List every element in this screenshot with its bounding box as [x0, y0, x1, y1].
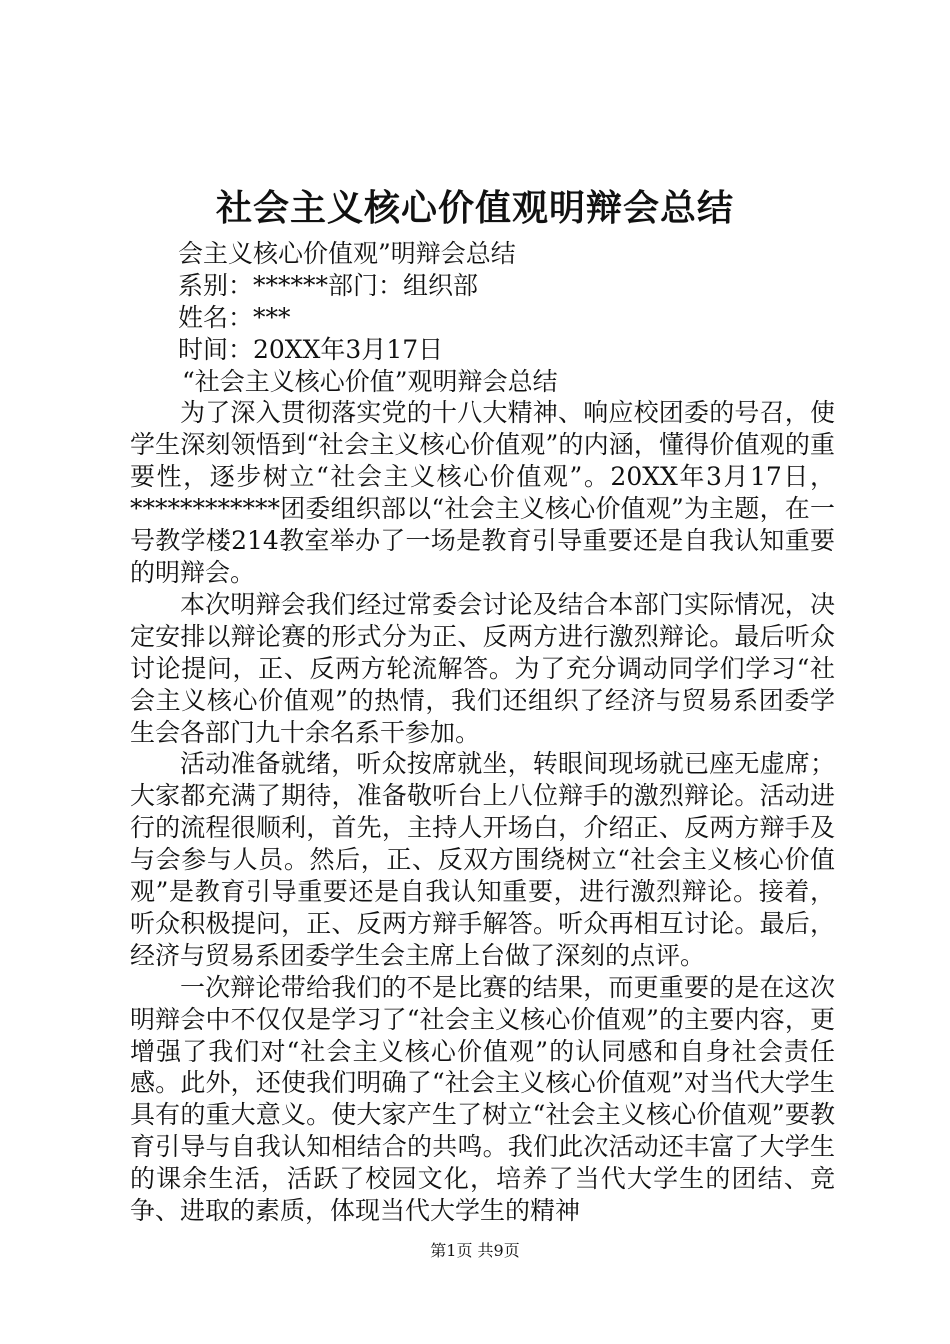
document-paragraphs [130, 397, 835, 1227]
page-number-footer: 第1页 共9页 [430, 1241, 520, 1260]
paragraph-significance: 一次辩论带给我们的不是比赛的结果，而更重要的是在这次明辩会中不仅仅是学习了“社会主义核心价值观”的主要内容，更增强了我们对“社会主义核心价值观”的认同感和自身社会责任感。此外，还使我们明确了“社会主义核心价值观”对当代大学生具有的重大意义。使大家产生了树立“社会主义核心价值观”要教育引导与自我认知相结合的共鸣。我们此次活动还丰富了大学生的课余生活，活跃了校园文化，培养了当代大学生的团结、竞争、进取的素质，体现当代大学生的精神 [130, 972, 835, 1226]
document-title: 社会主义核心价值观明辩会总结 [215, 187, 734, 229]
header-line-department: 系别：******部门：组织部 [178, 270, 479, 300]
paragraph-process: 活动准备就绪，听众按席就坐，转眼间现场就已座无虚席；大家都充满了期待，准备敬听台上八位辩手的激烈辩论。活动进行的流程很顺利，首先，主持人开场白，介绍正、反两方辩手及与会参与人员。然后，正、反双方围绕树立“社会主义核心价值观”是教育引导重要还是自我认知重要，进行激烈辩论。接着，听众积极提问，正、反两方辩手解答。听众再相互讨论。最后，经济与贸易系团委学生会主席上台做了深刻的点评。 [130, 749, 835, 970]
document-subtitle: “社会主义核心价值”观明辩会总结 [182, 366, 558, 396]
header-line-date: 时间：20XX年3月17日 [178, 334, 444, 364]
header-line-name: 姓名：*** [178, 302, 291, 332]
paragraph-arrangement: 本次明辩会我们经过常委会讨论及结合本部门实际情况，决定安排以辩论赛的形式分为正、反两方进行激烈辩论。最后听众讨论提问，正、反两方轮流解答。为了充分调动同学们学习“社会主义核心价值观”的热情，我们还组织了经济与贸易系团委学生会各部门九十余名系干参加。 [130, 589, 835, 747]
document-body [130, 238, 835, 1227]
header-line-source: 会主义核心价值观”明辩会总结 [178, 239, 516, 268]
paragraph-intro: 为了深入贯彻落实党的十八大精神、响应校团委的号召，使学生深刻领悟到“社会主义核心价值观”的内涵，懂得价值观的重要性，逐步树立“社会主义核心价值观”。20XX年3月17日，************团委组织部以“社会主义核心价值观”为主题，在一号教学楼214教室举办了一场是教育引导重要还是自我认知重要的明辩会。 [130, 398, 835, 587]
